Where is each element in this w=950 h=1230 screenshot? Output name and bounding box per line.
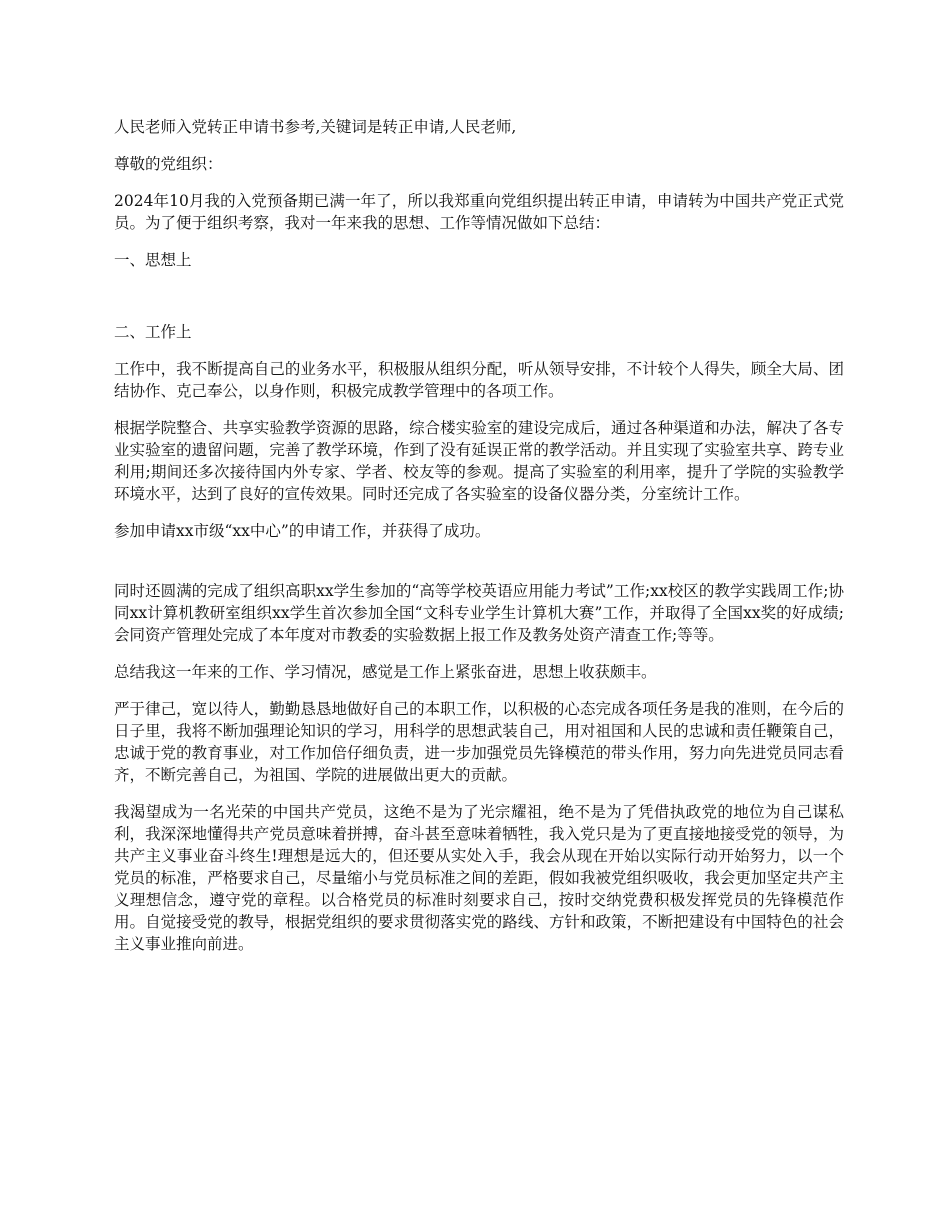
work-paragraph-2: 根据学院整合、共享实验教学资源的思路，综合楼实验室的建设完成后，通过各种渠道和办法，解决了各专业实验室的遗留问题，完善了教学环境，作到了没有延误正常的教学活动。并且实现了实验室共享、跨专业利用;期间还多次接待国内外专家、学者、校友等的参观。提高了实验室的利用率，提升了学院的实验教学环境水平，达到了良好的宣传效果。同时还完成了各实验室的设备仪器分类，分室统计工作。 — [114, 419, 844, 503]
aspiration-paragraph: 我渴望成为一名光荣的中国共产党员，这绝不是为了光宗耀祖，绝不是为了凭借执政党的地位为自己谋私利，我深深地懂得共产党员意味着拼搏，奋斗甚至意味着牺牲，我入党只是为了更直接地接受党的领导，为共产主义事业奋斗终生!理想是远大的，但还要从实处入手，我会从现在开始以实际行动开始努力，以一个党员的标准，严格要求自己，尽量缩小与党员标准之间的差距，假如我被党组织吸收，我会更加坚定共产主义理想信念，遵守党的章程。以合格党员的标准时刻要求自己，按时交纳党费积极发挥党员的先锋模范作用。自觉接受党的教导，根据党组织的要求贯彻落实党的路线、方针和政策，不断把建设有中国特色的社会主义事业推向前进。 — [114, 803, 844, 953]
work-paragraph-3: 参加申请xx市级“xx中心”的申请工作，并获得了成功。 — [114, 522, 491, 540]
document-page — [114, 116, 844, 970]
document-title-line: 人民老师入党转正申请书参考,关键词是转正申请,人民老师, — [114, 118, 517, 136]
work-paragraph-1: 工作中，我不断提高自己的业务水平，积极服从组织分配，听从领导安排，不计较个人得失，顾全大局、团结协作、克己奉公，以身作则，积极完成教学管理中的各项工作。 — [114, 360, 844, 400]
summary-paragraph: 总结我这一年来的工作、学习情况，感觉是工作上紧张奋进，思想上收获颇丰。 — [114, 663, 657, 681]
salutation: 尊敬的党组织： — [114, 155, 223, 173]
work-paragraph-4: 同时还圆满的完成了组织高职xx学生参加的“高等学校英语应用能力考试”工作;xx校区的教学实践周工作;协同xx计算机教研室组织xx学生首次参加全国“文科专业学生计算机大赛”工作，并取得了全国xx奖的好成绩;会同资产管理处完成了本年度对市教委的实验数据上报工作及教务处资产清查工作;等等。 — [114, 582, 844, 644]
intro-paragraph: 2024年10月我的入党预备期已满一年了，所以我郑重向党组织提出转正申请，申请转为中国共产党正式党员。为了便于组织考察，我对一年来我的思想、工作等情况做如下总结： — [114, 192, 844, 232]
principle-paragraph: 严于律己，宽以待人，勤勤恳恳地做好自己的本职工作，以积极的心态完成各项任务是我的准则，在今后的日子里，我将不断加强理论知识的学习，用科学的思想武装自己，用对祖国和人民的忠诚和责任鞭策自己，忠诚于党的教育事业，对工作加倍仔细负责，进一步加强党员先锋模范的带头作用，努力向先进党员同志看齐，不断完善自己，为祖国、学院的进展做出更大的贡献。 — [114, 700, 844, 784]
section-heading-thought: 一、思想上 — [114, 251, 192, 269]
section-heading-work: 二、工作上 — [114, 323, 192, 341]
